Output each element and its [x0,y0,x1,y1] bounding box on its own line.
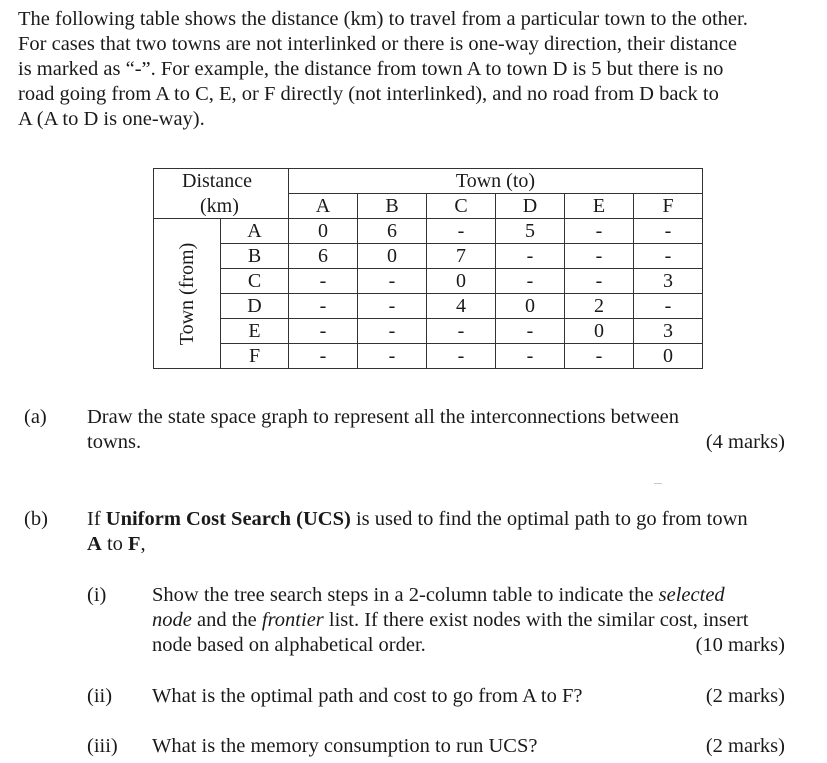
table-row [154,344,703,369]
question-b-i-line1 [152,583,725,607]
table-cell: 0 [496,294,565,319]
question-b-i-line2 [152,608,749,632]
table-cell: - [634,294,703,319]
row-label: F [221,344,289,369]
table-cell: - [496,269,565,294]
table-row [154,294,703,319]
question-b-text: is used to find the optimal path to go from town [350,508,748,530]
table-cell: 3 [634,269,703,294]
question-b-text: to [101,533,129,555]
table-cell: 0 [427,269,496,294]
question-b-line1 [87,507,748,531]
km-label: (km) [200,194,239,217]
intro-line: For cases that two towns are not interlinked or there is one-way direction, their distance [18,33,737,55]
column-header: B [358,194,427,219]
question-b-text: , [140,533,146,555]
row-label: D [221,294,289,319]
distance-label: Distance [182,170,252,193]
question-b-ii-marks: (2 marks) [705,685,785,707]
row-label: B [221,244,289,269]
table-cell: 0 [289,219,358,244]
table-cell: - [358,269,427,294]
table-column-header-row [154,194,703,219]
table-row [154,219,703,244]
row-label: C [221,269,289,294]
table-cell: - [289,344,358,369]
table-cell: - [358,344,427,369]
question-a-line1: Draw the state space graph to represent all the interconnections between [87,406,679,428]
scan-mark [654,483,662,484]
distance-label-cell [154,169,289,194]
table-cell: 6 [289,244,358,269]
table-cell: 7 [427,244,496,269]
table-cell: - [358,294,427,319]
question-b-iii-label: (iii) [87,735,118,757]
question-b-start-town: A [87,533,102,555]
table-cell: 0 [358,244,427,269]
table-cell: 3 [634,319,703,344]
table-cell: - [358,319,427,344]
question-b-i-frontier: frontier [261,609,324,631]
column-header: F [634,194,703,219]
question-b-line2 [87,532,146,556]
question-b-i-text: Show the tree search steps in a 2-column table to indicate the [152,584,659,606]
table-cell: - [289,269,358,294]
question-b-i-selected: selected [658,584,725,606]
question-b-label: (b) [24,508,48,530]
question-b-iii-marks: (2 marks) [705,735,785,757]
question-a-label: (a) [24,406,47,428]
question-b-i-text: list. If there exist nodes with the similar cost, insert [323,609,749,631]
question-b-i-marks: (10 marks) [695,634,785,656]
question-b-i-label: (i) [87,584,107,606]
table-cell: - [427,344,496,369]
table-cell: - [496,344,565,369]
table-cell: 0 [634,344,703,369]
table-header-row [154,169,703,194]
distance-table [153,168,703,369]
table-cell: - [289,319,358,344]
column-header: A [289,194,358,219]
row-label: A [221,219,289,244]
intro-line: A (A to D is one-way). [18,108,205,130]
town-from-label: Town (from) [176,242,198,345]
table-cell: 2 [565,294,634,319]
table-row [154,319,703,344]
column-header: E [565,194,634,219]
table-cell: - [565,344,634,369]
table-cell: 6 [358,219,427,244]
table-row [154,244,703,269]
town-to-header [289,169,703,194]
town-to-label: Town (to) [455,170,536,192]
table-cell: 5 [496,219,565,244]
table-cell: - [565,219,634,244]
table-cell: - [496,244,565,269]
question-b-ucs: Uniform Cost Search (UCS) [105,508,351,530]
km-label-cell [154,194,289,219]
table-row [154,269,703,294]
row-label: E [221,319,289,344]
column-header: D [496,194,565,219]
column-header: C [427,194,496,219]
intro-paragraph [18,7,818,132]
table-cell: - [565,269,634,294]
question-b-ii-label: (ii) [87,685,113,707]
table-cell: 4 [427,294,496,319]
table-cell: - [427,319,496,344]
question-b-text: If [87,508,106,530]
question-a-line2: towns. [87,431,142,453]
question-a-marks: (4 marks) [705,431,785,453]
table-cell: - [496,319,565,344]
question-b-ii-text: What is the optimal path and cost to go from A to F? [152,685,583,707]
question-b-i-node: node [152,609,192,631]
town-from-header [154,219,221,369]
question-b-goal-town: F [128,533,141,555]
intro-line: is marked as “-”. For example, the distance from town A to town D is 5 but there is no [18,58,724,80]
table-cell: 0 [565,319,634,344]
table-cell: - [289,294,358,319]
question-b-iii-text: What is the memory consumption to run UCS? [152,735,538,757]
table-cell: - [634,219,703,244]
intro-line: The following table shows the distance (km) to travel from a particular town to the other. [18,8,748,30]
intro-line: road going from A to C, E, or F directly (not interlinked), and no road from D back to [18,83,719,105]
question-b-i-line3: node based on alphabetical order. [152,634,426,656]
table-cell: - [634,244,703,269]
table-cell: - [427,219,496,244]
table-cell: - [565,244,634,269]
question-b-i-text: and the [191,609,262,631]
